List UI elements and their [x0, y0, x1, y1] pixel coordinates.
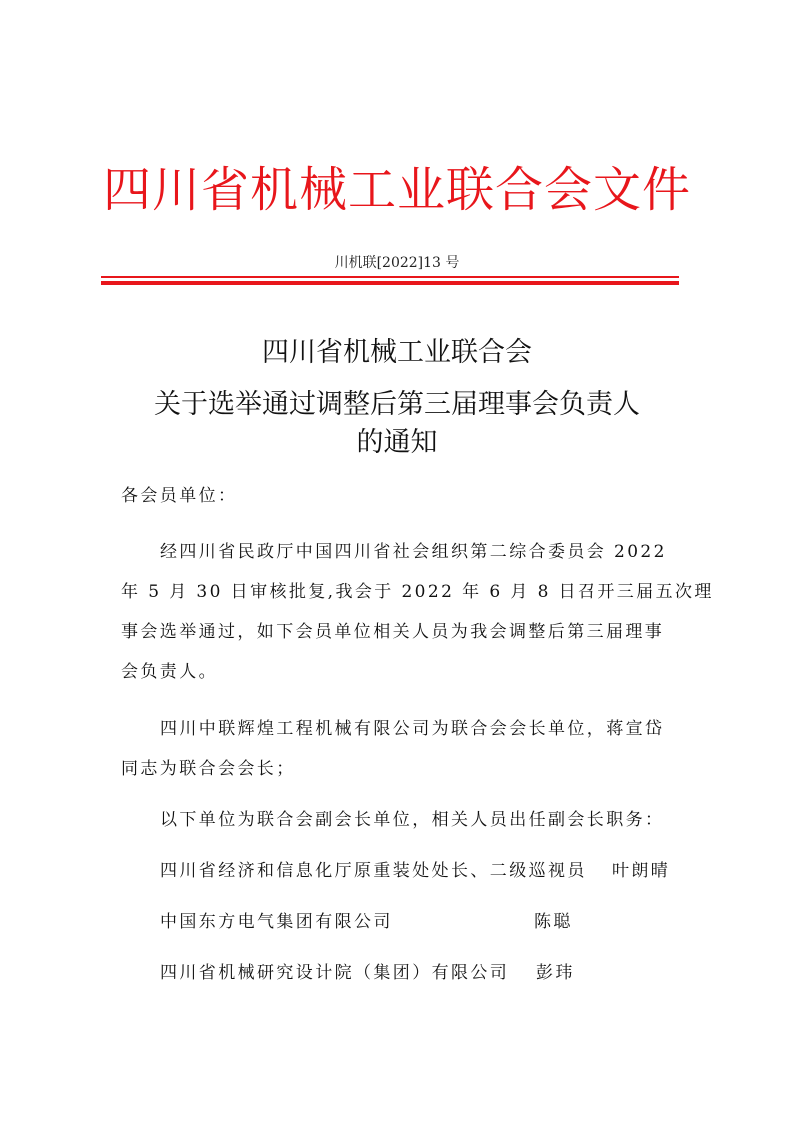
paragraph-1-line-2: 年 5 月 30 日审核批复,我会于 2022 年 6 月 8 日召开三届五次理 [121, 582, 714, 602]
paragraph-1-line-3: 事会选举通过，如下会员单位相关人员为我会调整后第三届理事 [121, 622, 665, 642]
paragraph-2-line-1: 四川中联辉煌工程机械有限公司为联合会会长单位，蒋宣岱 [160, 719, 665, 739]
masthead-rule-thin [101, 276, 679, 278]
vice-president-unit-3: 四川省机械研究设计院（集团）有限公司 [160, 963, 510, 983]
paragraph-2-line-2: 同志为联合会会长； [121, 759, 296, 779]
notice-title-line-2: 关于选举通过调整后第三届理事会负责人 [154, 389, 640, 420]
vice-president-name-2: 陈聪 [534, 912, 573, 932]
paragraph-1-line-4: 会负责人。 [121, 662, 218, 682]
vice-president-name-1: 叶朗晴 [612, 861, 671, 881]
vice-president-unit-2: 中国东方电气集团有限公司 [160, 912, 393, 932]
notice-title-line-3: 的通知 [356, 427, 438, 458]
vice-president-unit-1: 四川省经济和信息化厅原重装处处长、二级巡视员 [160, 861, 587, 881]
document-number: 川机联[2022]13 号 [334, 255, 460, 271]
salutation: 各会员单位： [121, 486, 238, 506]
paragraph-3: 以下单位为联合会副会长单位，相关人员出任副会长职务： [160, 810, 665, 830]
notice-title-line-1: 四川省机械工业联合会 [262, 337, 532, 368]
masthead-title: 四川省机械工业联合会文件 [102, 162, 691, 218]
masthead-rule-thick [101, 281, 679, 285]
vice-president-name-3: 彭玮 [536, 963, 575, 983]
paragraph-1-line-1: 经四川省民政厅中国四川省社会组织第二综合委员会 2022 [160, 542, 667, 562]
